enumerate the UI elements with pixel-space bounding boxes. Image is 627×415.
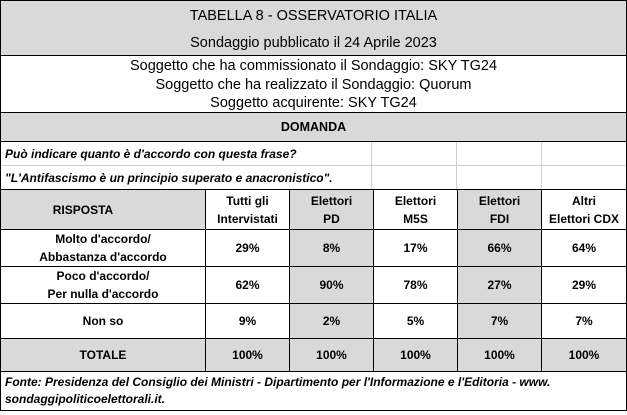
question-statement: "L'Antifascismo è un principio superato e anacronistico". (5, 171, 333, 185)
table-cell: 66% (458, 230, 542, 266)
row-label (1, 230, 206, 266)
column-header-label: Elettori CDX (548, 211, 619, 226)
row-label (1, 267, 206, 303)
published-date: Sondaggio pubblicato il 24 Aprile 2023 (190, 35, 437, 51)
domanda-label: DOMANDA (280, 120, 347, 134)
table-row (1, 230, 626, 267)
table-row (1, 267, 626, 304)
column-header-risposta (1, 190, 206, 229)
domanda-row (1, 113, 626, 142)
row-label-line: Poco d'accordo/ (56, 269, 150, 283)
source-footer (1, 372, 626, 410)
table-cell: 2% (290, 304, 374, 338)
column-header-label: Tutti gli (226, 193, 269, 208)
table-header-row (1, 190, 626, 230)
table-cell: 90% (290, 267, 374, 303)
column-header-label: Elettori (394, 193, 437, 208)
realizer-text: Soggetto che ha realizzato il Sondaggio: Quorum (155, 76, 472, 93)
total-cell: 100% (374, 339, 458, 371)
table-cell: 78% (374, 267, 458, 303)
total-row (1, 339, 626, 372)
column-header-fdi (458, 190, 542, 229)
row-label-line: Non so (82, 314, 124, 328)
table-cell: 8% (290, 230, 374, 266)
commissioner-row (1, 56, 626, 75)
table-cell: 9% (206, 304, 290, 338)
column-header-label: Elettori (478, 193, 521, 208)
table-cell: 29% (571, 278, 597, 292)
table-cell: 64% (571, 241, 597, 255)
row-label-line: Molto d'accordo/ (55, 232, 151, 246)
question-line-2 (1, 166, 626, 190)
total-cell: 100% (568, 348, 600, 362)
realizer-row (1, 75, 626, 94)
column-header-tutti (206, 190, 290, 229)
row-label (1, 304, 206, 338)
column-header-m5s (374, 190, 458, 229)
source-line-1: Fonte: Presidenza del Consiglio dei Ministri - Dipartimento per l'Informazione e l'Editoria - www. (5, 375, 551, 389)
table-title: TABELLA 8 - OSSERVATORIO ITALIA (189, 8, 438, 24)
column-header-label: Intervistati (217, 211, 278, 226)
column-header-label: M5S (403, 211, 428, 226)
table-cell: 62% (206, 267, 290, 303)
published-date-row (1, 31, 626, 56)
column-header-label: FDI (489, 211, 510, 226)
total-cell: 100% (206, 339, 290, 371)
gridline (371, 166, 372, 189)
column-header-label: RISPOSTA (52, 202, 114, 217)
table-title-row (1, 1, 626, 31)
question-text: Può indicare quanto è d'accordo con questa frase? (5, 147, 297, 161)
table-cell: 27% (458, 267, 542, 303)
column-header-label: Altri (571, 193, 596, 208)
column-header-label: PD (323, 211, 340, 226)
table-cell: 5% (374, 304, 458, 338)
table-cell: 7% (458, 304, 542, 338)
gridline (456, 142, 457, 165)
gridline (541, 166, 542, 189)
column-header-pd (290, 190, 374, 229)
gridline (541, 142, 542, 165)
commissioner-text: Soggetto che ha commissionato il Sondaggio: SKY TG24 (129, 57, 498, 74)
column-header-label: Elettori (310, 193, 353, 208)
total-cell: 100% (290, 339, 374, 371)
question-line-1 (1, 142, 626, 166)
table-cell: 17% (374, 230, 458, 266)
table-cell: 29% (206, 230, 290, 266)
table-row (1, 304, 626, 339)
column-header-altri-cdx (542, 190, 626, 229)
total-cell: 100% (458, 339, 542, 371)
gridline (371, 142, 372, 165)
total-label: TOTALE (1, 339, 206, 371)
source-line-2: sondaggipoliticoelettorali.it. (5, 392, 166, 406)
table-cell: 7% (575, 314, 593, 328)
gridline (456, 166, 457, 189)
row-label-line: Per nulla d'accordo (47, 287, 159, 301)
buyer-row (1, 94, 626, 113)
buyer-text: Soggetto acquirente: SKY TG24 (210, 95, 417, 111)
row-label-line: Abbastanza d'accordo (39, 250, 167, 264)
